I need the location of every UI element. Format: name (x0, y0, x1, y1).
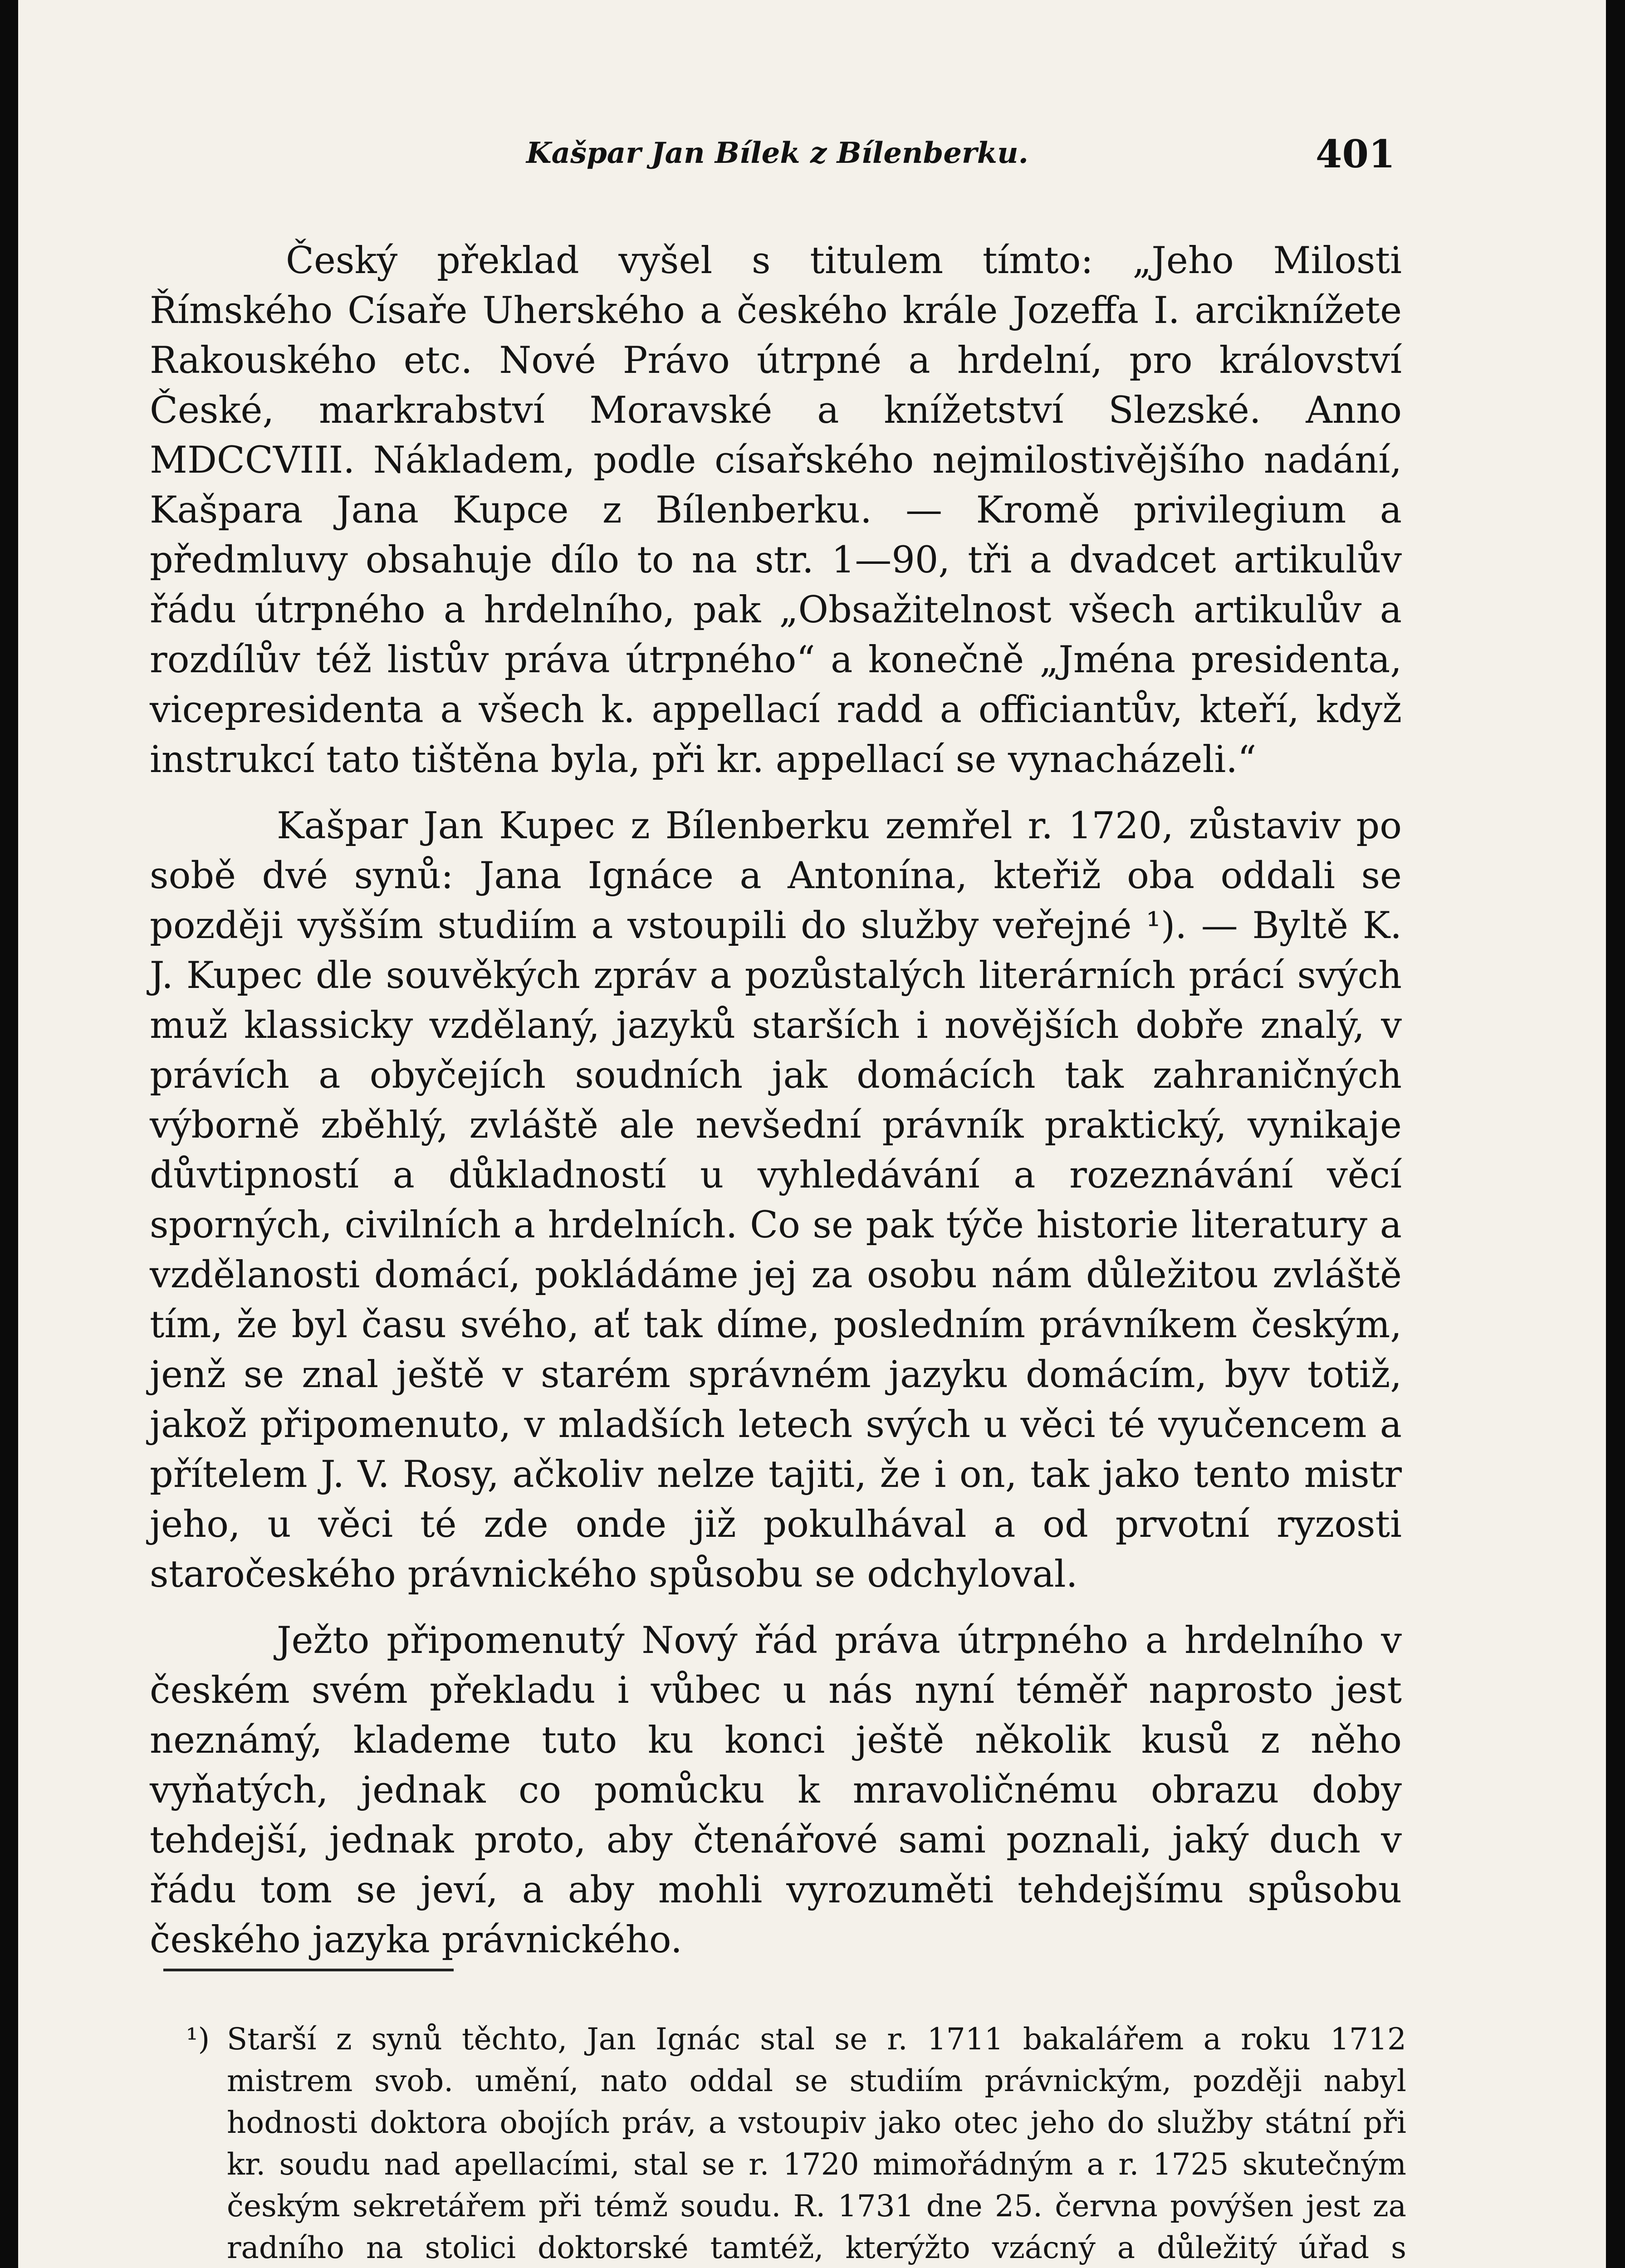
footnote-mark: ¹) (186, 2022, 210, 2057)
paragraph-2: Kašpar Jan Kupec z Bílenberku zemřel r. 1720, zůstaviv po sobě dvé synů: Jana Ignáce a Antonína, kteřiž oba oddali se později vyšším studiím a vstoupili do služby veřejné ¹). — Byltě K. J. Kupec dle souvěkých zpráv a pozůstalých literárních prácí svých muž klassicky vzdělaný, jazyků starších i novějších dobře znalý, v právích a obyčejích soudních jak domácích tak zahraničných výborně zběhlý, zvláště ale nevšední právník praktický, vynikaje důvtipností a důkladností u vyhledávání a rozeznávání věcí sporných, civilních a hrdelních. Co se pak týče historie literatury a vzdělanosti domácí, pokládáme jej za osobu nám důležitou zvláště tím, že byl času svého, ať tak díme, posledním právníkem českým, jenž se znal ještě v starém správném jazyku domácím, byv totiž, jakož připomenuto, v mladších letech svých u věci té vyučencem a přítelem J. V. Rosy, ačkoliv nelze tajiti, že i on, tak jako tento mistr jeho, u věci té zde onde již pokulhával a od prvotní ryzosti staročeského právnického spůsobu se odchyloval. (150, 805, 1402, 1596)
footnote (186, 2019, 1406, 2268)
running-head: Kašpar Jan Bílek z Bílenberku. (526, 136, 1028, 170)
paragraph-1: Český překlad vyšel s titulem tímto: „Jeho Milosti Římského Císaře Uherského a českého krále Jozeffa I. arciknížete Rakouského etc. Nové Právo útrpné a hrdelní, pro království České, markrabství Moravské a knížetství Slezské. Anno MDCCVIII. Nákladem, podle císařského nejmilostivějšího nadání, Kašpara Jana Kupce z Bílenberku. — Kromě privilegium a předmluvy obsahuje dílo to na str. 1—90, tři a dvadcet artikulův řádu útrpného a hrdelního, pak „Obsažitelnost všech artikulův a rozdílův též listův práva útrpného“ a konečně „Jména presidenta, vicepresidenta a všech k. appellací radd a officiantův, kteří, když instrukcí tato tištěna byla, při kr. appellací se vynacházeli.“ (150, 240, 1402, 781)
paragraph-3: Ježto připomenutý Nový řád práva útrpného a hrdelního v českém svém překladu i vůbec u nás nyní téměř naprosto jest neznámý, klademe tuto ku konci ještě několik kusů z něho vyňatých, jednak co pomůcku k mravoličnému obrazu doby tehdejší, jednak proto, aby čtenářové sami poznali, jaký duch v řádu tom se jeví, a aby mohli vyrozuměti tehdejšímu spůsobu českého jazyka právnického. (150, 1619, 1402, 1961)
footnote-text: Starší z synů těchto, Jan Ignác stal se r. 1711 bakalářem a roku 1712 mistrem svob. umění, nato oddal se studiím právnickým, později nabyl hodnosti doktora obojích práv, a vstoupiv jako otec jeho do služby státní při kr. soudu nad apellacími, stal se r. 1720 mimořádným a r. 1725 skutečným českým sekretářem při témž soudu. R. 1731 dne 25. června povýšen jest za radního na stolici doktorské tamtéž, kterýžto vzácný a důležitý úřad s (227, 2022, 1406, 2265)
page-number: 401 (1316, 132, 1395, 176)
footnote-divider (163, 1969, 454, 1971)
body-text (150, 236, 1402, 1981)
book-page (18, 0, 1606, 2268)
